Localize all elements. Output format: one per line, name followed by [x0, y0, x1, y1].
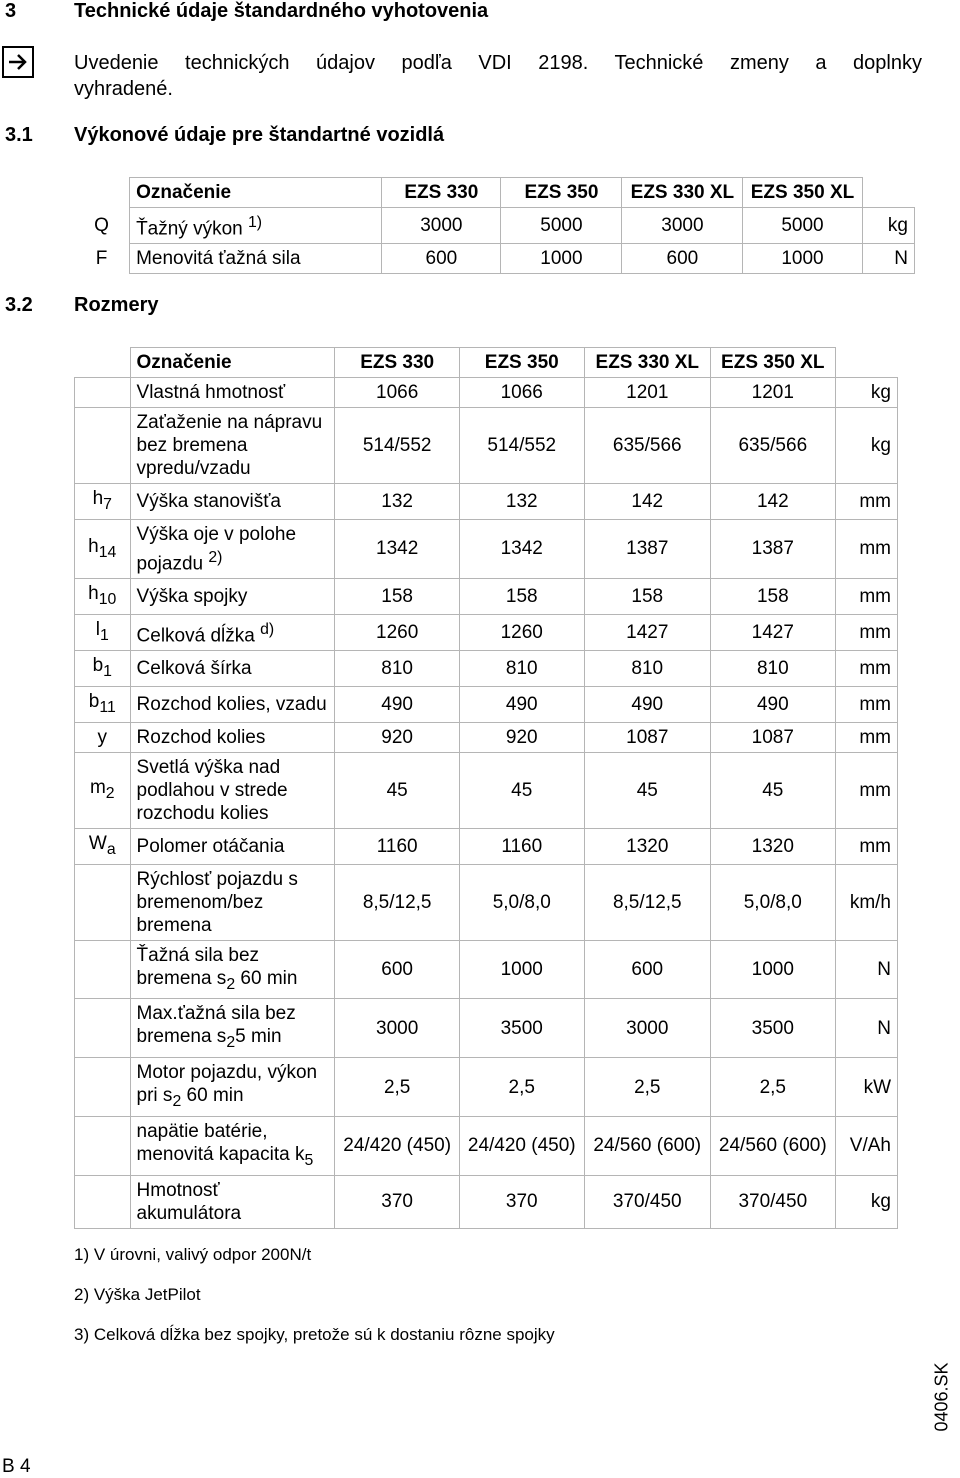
label-text: Svetlá výška nad podlahou v strede rozchodu kolies	[136, 756, 288, 824]
row-value: 3000	[335, 999, 460, 1058]
label-text: Zaťaženie na nápravu bez bremena vpredu/vzadu	[136, 412, 323, 479]
table-row	[75, 484, 898, 520]
header-model: EZS 350	[501, 178, 622, 208]
row-value: 1427	[584, 614, 710, 650]
label-text: Motor pojazdu, výkon pri s	[136, 1062, 318, 1107]
row-symbol	[74, 208, 130, 244]
row-value: 1087	[584, 722, 710, 752]
row-value: 370/450	[711, 1175, 836, 1228]
label-tail: 5 min	[235, 1026, 282, 1048]
header-model: EZS 330	[382, 178, 501, 208]
header-model: EZS 330 XL	[584, 348, 710, 378]
row-unit: V/Ah	[835, 1117, 897, 1176]
table-row	[75, 651, 898, 687]
doc-code: 0406.SK	[931, 1362, 952, 1432]
symbol-letter: y	[97, 726, 108, 748]
row-value: 1000	[459, 940, 584, 999]
row-unit: kg	[835, 378, 897, 408]
row-value: 600	[382, 244, 501, 274]
row-symbol	[75, 1175, 131, 1228]
arrow-right-icon	[2, 46, 34, 78]
row-symbol	[75, 651, 131, 687]
row-value: 5,0/8,0	[459, 864, 584, 940]
row-value: 920	[335, 722, 460, 752]
row-value: 5,0/8,0	[711, 864, 836, 940]
row-value: 600	[335, 940, 460, 999]
symbol-subscript: 1	[99, 626, 109, 644]
symbol-subscript: 1	[103, 663, 112, 681]
table-row	[75, 940, 898, 999]
footnote-3: 3) Celková dĺžka bez spojky, pretože sú k dostaniu rôzne spojky	[74, 1325, 555, 1344]
row-value: 45	[335, 752, 460, 828]
row-value: 3000	[622, 208, 743, 244]
row-value: 24/420 (450)	[459, 1117, 584, 1176]
row-value: 810	[584, 651, 710, 687]
row-symbol	[75, 1058, 131, 1117]
performance-table	[74, 177, 915, 274]
row-value: 142	[711, 484, 836, 520]
row-value: 810	[711, 651, 836, 687]
symbol-letter: l	[95, 619, 100, 641]
row-value: 24/560 (600)	[711, 1117, 836, 1176]
symbol-letter: Q	[94, 215, 109, 237]
row-value: 600	[584, 940, 710, 999]
label-text: Ťažný výkon	[136, 218, 243, 240]
row-value: 3000	[382, 208, 501, 244]
row-value: 5000	[743, 208, 862, 244]
row-value: 1160	[335, 828, 460, 864]
row-label	[130, 208, 382, 244]
row-value: 2,5	[584, 1058, 710, 1117]
row-unit: mm	[835, 614, 897, 650]
row-symbol	[75, 1117, 131, 1176]
row-unit: mm	[835, 687, 897, 723]
footnote-ref: d)	[260, 620, 275, 638]
symbol-letter: W	[88, 832, 107, 854]
row-unit: kg	[862, 208, 914, 244]
row-symbol	[75, 614, 131, 650]
row-value: 1087	[711, 722, 836, 752]
row-symbol	[75, 484, 131, 520]
row-symbol	[75, 722, 131, 752]
row-value: 142	[584, 484, 710, 520]
row-unit: mm	[835, 752, 897, 828]
table-header-row	[75, 348, 898, 378]
row-value: 1160	[459, 828, 584, 864]
row-unit: mm	[835, 484, 897, 520]
row-value: 158	[335, 579, 460, 615]
row-value: 158	[711, 579, 836, 615]
table-row	[75, 752, 898, 828]
header-model: EZS 350 XL	[711, 348, 836, 378]
table-row	[75, 1117, 898, 1176]
row-value: 810	[335, 651, 460, 687]
row-label	[130, 722, 335, 752]
label-text: Celková dĺžka	[136, 625, 255, 647]
row-symbol	[75, 519, 131, 578]
section-3-2-title: Rozmery	[74, 294, 159, 316]
table-row	[75, 722, 898, 752]
row-value: 1000	[501, 244, 622, 274]
row-unit: mm	[835, 651, 897, 687]
row-value: 24/420 (450)	[335, 1117, 460, 1176]
row-value: 1320	[711, 828, 836, 864]
label-subscript: 5	[304, 1151, 314, 1169]
row-label	[130, 484, 335, 520]
row-label	[130, 999, 335, 1058]
row-value: 132	[335, 484, 460, 520]
symbol-subscript: 14	[98, 543, 117, 561]
table-row	[75, 864, 898, 940]
label-text: Výška oje v polohe pojazdu	[136, 523, 297, 575]
row-value: 490	[335, 687, 460, 723]
row-value: 1000	[711, 940, 836, 999]
label-tail: 60 min	[181, 1085, 244, 1107]
label-text: Výška stanovišťa	[136, 490, 281, 512]
row-unit: N	[862, 244, 914, 274]
table-row	[74, 244, 915, 274]
row-label	[130, 244, 382, 274]
row-value: 45	[459, 752, 584, 828]
header-model: EZS 350 XL	[743, 178, 862, 208]
row-symbol	[75, 940, 131, 999]
row-label	[130, 408, 335, 484]
page-number: B 4	[2, 1456, 31, 1477]
row-value: 370/450	[584, 1175, 710, 1228]
row-unit: kg	[835, 408, 897, 484]
table-row	[75, 828, 898, 864]
row-value: 490	[584, 687, 710, 723]
row-value: 2,5	[459, 1058, 584, 1117]
row-symbol	[75, 864, 131, 940]
row-symbol	[75, 828, 131, 864]
row-value: 920	[459, 722, 584, 752]
row-unit: mm	[835, 828, 897, 864]
label-text: Vlastná hmotnosť	[136, 382, 286, 403]
footnote-ref: 2)	[208, 548, 223, 566]
row-unit: mm	[835, 722, 897, 752]
row-label	[130, 651, 335, 687]
row-unit: km/h	[835, 864, 897, 940]
row-value: 158	[584, 579, 710, 615]
label-text: Rýchlosť pojazdu s bremenom/bez bremena	[136, 868, 298, 936]
symbol-letter: m	[89, 776, 106, 798]
section-3-1-title: Výkonové údaje pre štandartné vozidlá	[74, 124, 445, 146]
label-subscript: 2	[226, 975, 236, 993]
row-label	[130, 752, 335, 828]
row-value: 3500	[459, 999, 584, 1058]
row-symbol	[75, 579, 131, 615]
row-value: 1260	[335, 614, 460, 650]
row-label	[130, 940, 335, 999]
row-symbol	[75, 687, 131, 723]
symbol-subscript: 11	[99, 698, 116, 716]
row-label	[130, 519, 335, 578]
table-row	[75, 579, 898, 615]
label-text: Rozchod kolies	[136, 726, 266, 748]
footnote-2: 2) Výška JetPilot	[74, 1285, 201, 1304]
row-value: 635/566	[711, 408, 836, 484]
row-value: 1066	[459, 378, 584, 408]
row-value: 5000	[501, 208, 622, 244]
row-value: 132	[459, 484, 584, 520]
row-value: 1201	[584, 378, 710, 408]
label-text: Max.ťažná sila bez bremena s	[136, 1003, 296, 1048]
header-unit-cell	[862, 178, 914, 208]
symbol-letter: F	[95, 248, 108, 270]
header-model: EZS 330 XL	[622, 178, 743, 208]
row-value: 810	[459, 651, 584, 687]
row-unit: N	[835, 940, 897, 999]
label-text: Hmotnosť akumulátora	[136, 1179, 242, 1224]
table-row	[75, 519, 898, 578]
footnote-ref: 1)	[248, 214, 263, 231]
symbol-letter: h	[92, 488, 104, 509]
row-label	[130, 864, 335, 940]
row-unit: N	[835, 999, 897, 1058]
row-value: 600	[622, 244, 743, 274]
header-model: EZS 330	[335, 348, 460, 378]
header-model: EZS 350	[459, 348, 584, 378]
row-value: 514/552	[335, 408, 460, 484]
row-label	[130, 1117, 335, 1176]
header-unit-cell	[835, 348, 897, 378]
row-unit: kW	[835, 1058, 897, 1117]
row-value: 1000	[743, 244, 862, 274]
symbol-subscript: a	[106, 840, 116, 858]
label-subscript: 2	[226, 1034, 236, 1052]
header-label: Označenie	[130, 348, 335, 378]
row-value: 370	[335, 1175, 460, 1228]
row-label	[130, 687, 335, 723]
label-text: Rozchod kolies, vzadu	[136, 693, 327, 715]
row-value: 3000	[584, 999, 710, 1058]
row-value: 635/566	[584, 408, 710, 484]
symbol-subscript: 7	[103, 495, 112, 513]
section-3-2-number: 3.2	[5, 294, 33, 316]
row-value: 1387	[584, 519, 710, 578]
row-value: 1320	[584, 828, 710, 864]
row-label	[130, 579, 335, 615]
row-label	[130, 1058, 335, 1117]
header-label: Označenie	[130, 178, 382, 208]
row-symbol	[75, 408, 131, 484]
row-value: 2,5	[711, 1058, 836, 1117]
section-3-1-number: 3.1	[5, 124, 33, 146]
row-value: 1342	[335, 519, 460, 578]
row-label	[130, 1175, 335, 1228]
row-value: 1342	[459, 519, 584, 578]
row-value: 370	[459, 1175, 584, 1228]
row-label	[130, 828, 335, 864]
label-subscript: 2	[172, 1093, 182, 1111]
row-value: 1387	[711, 519, 836, 578]
row-label	[130, 378, 335, 408]
row-symbol	[75, 999, 131, 1058]
symbol-letter: h	[88, 583, 99, 605]
row-value: 45	[711, 752, 836, 828]
symbol-letter: b	[92, 655, 104, 677]
symbol-subscript: 2	[105, 784, 115, 802]
section-3-title: Technické údaje štandardného vyhotovenia	[74, 0, 489, 22]
row-value: 1066	[335, 378, 460, 408]
row-value: 158	[459, 579, 584, 615]
row-unit: mm	[835, 519, 897, 578]
row-symbol	[75, 752, 131, 828]
section-3-number: 3	[5, 0, 17, 22]
table-row	[75, 999, 898, 1058]
row-value: 1260	[459, 614, 584, 650]
label-tail: 60 min	[235, 967, 298, 989]
table-row	[75, 687, 898, 723]
row-value: 24/560 (600)	[584, 1117, 710, 1176]
header-symbol-cell	[74, 178, 130, 208]
label-text: Ťažná sila bez bremena s	[136, 944, 260, 989]
table-row	[75, 1175, 898, 1228]
row-label	[130, 614, 335, 650]
row-value: 1427	[711, 614, 836, 650]
row-unit: mm	[835, 579, 897, 615]
symbol-letter: b	[88, 691, 100, 713]
label-text: napätie batérie, menovitá kapacita k	[136, 1121, 305, 1166]
note-line-2: vyhradené.	[74, 78, 173, 100]
table-row	[75, 378, 898, 408]
row-value: 2,5	[335, 1058, 460, 1117]
table-row	[75, 1058, 898, 1117]
table-header-row	[74, 178, 915, 208]
row-value: 490	[459, 687, 584, 723]
row-value: 3500	[711, 999, 836, 1058]
header-symbol-cell	[75, 348, 131, 378]
row-value: 8,5/12,5	[335, 864, 460, 940]
table-row	[75, 614, 898, 650]
row-value: 514/552	[459, 408, 584, 484]
dimensions-table	[74, 347, 898, 1229]
row-value: 8,5/12,5	[584, 864, 710, 940]
row-value: 45	[584, 752, 710, 828]
doc-code-wrap	[922, 1352, 960, 1442]
row-unit: kg	[835, 1175, 897, 1228]
label-text: Výška spojky	[136, 586, 248, 608]
label-text: Menovitá ťažná sila	[136, 248, 301, 270]
table-row	[75, 408, 898, 484]
symbol-letter: h	[88, 535, 99, 557]
table-row	[74, 208, 915, 244]
label-text: Polomer otáčania	[136, 835, 285, 857]
note-line-1: Uvedenie technických údajov podľa VDI 2198. Technické zmeny a doplnky	[74, 52, 922, 74]
row-value: 490	[711, 687, 836, 723]
footnote-1: 1) V úrovni, valivý odpor 200N/t	[74, 1245, 312, 1264]
label-text: Celková šírka	[136, 658, 252, 680]
row-value: 1201	[711, 378, 836, 408]
symbol-subscript: 10	[98, 590, 117, 608]
row-symbol	[74, 244, 130, 274]
row-symbol	[75, 378, 131, 408]
